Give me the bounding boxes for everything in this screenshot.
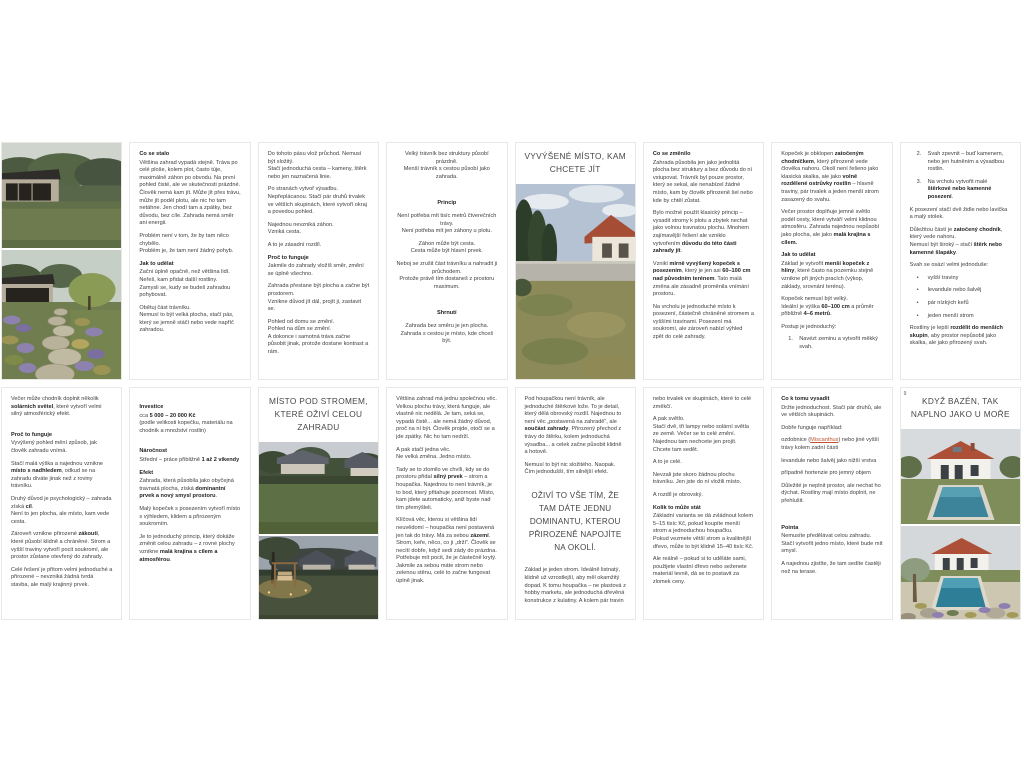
text-run: Najednou nevzniká záhon.: [267, 221, 334, 228]
bold-text: zákoutí: [78, 531, 98, 538]
paragraph: [653, 210, 754, 256]
bold-text: volně rozdělené ostrůvky rostlin: [781, 173, 858, 188]
paragraph: [781, 324, 882, 332]
text-run: Pohled od domu se změní.: [267, 318, 335, 325]
paragraph: [781, 533, 882, 556]
text-run: Malý kopeček s posezením vytvoří místo s výhledem, klidem a přirozeným soukromím.: [139, 505, 241, 528]
paragraph: [653, 472, 754, 487]
text-run: (podle velikosti kopečku, materiálu na chodník a množství rostlin): [139, 420, 233, 434]
list-item: [910, 300, 1011, 308]
section-heading: [396, 310, 497, 318]
text-run: Stačí vytvořit jedno místo, které bude mít smysl.: [781, 540, 883, 555]
paragraph: [653, 160, 754, 206]
paragraph: [139, 160, 240, 228]
text-run: Důležitou částí je: [909, 226, 954, 233]
text-run: . Tato malá změna ale zásadně proměnila vnímání prostoru.: [652, 275, 749, 298]
paragraph: [268, 263, 369, 278]
bold-text: menší kopeček z hlíny: [781, 260, 870, 275]
text-run: OŽIVÍ TO VŠE TÍM, ŽE TAM DÁTE JEDNU DOMINANTU, KTEROU PŘIROZENĚ NAPOJÍTE NA OKOLÍ.: [528, 490, 622, 553]
text-run: Ale reálně – pokud si to uděláte sami, použijete vlastní dřevo nebo seženete materiál levně, dá se to postavit za zlomek ceny.: [652, 556, 747, 585]
text-run: .: [215, 493, 218, 500]
paragraph: [139, 233, 240, 256]
section-heading: [396, 200, 497, 208]
text-run: Co se stalo: [139, 151, 170, 157]
bold-text: solárních světel: [11, 403, 54, 410]
text-run: Nemusí to být nic složitého. Naopak.: [524, 461, 616, 468]
text-run: Kolik to může stát: [652, 504, 701, 511]
text-run: ) nebo jiné vyšší trávy kolem zadní části: [781, 437, 879, 451]
bold-text: 60–100 cm: [821, 303, 850, 310]
text-run: Základ je jeden strom. Ideálně listnatý, klidně už vzrostlejší, aby měl okamžitý dopad. K tomu houpačka – ne plastová z hobby marketu, ale jednoduchá dřevěná konstrukce z kulatiny. A kolem pár travin: [524, 567, 626, 604]
card-title: [259, 388, 378, 440]
text-run: A pak stačí jedna věc.: [396, 446, 451, 453]
text-run: , který přirozeně vede člověka nahoru. Okolí není řešeno jako klasická skalka, ale jako: [781, 158, 879, 180]
text-run: K posezení stačí dvě židle nebo lavička a malý stolek.: [909, 206, 1008, 221]
text-run: Svah se osází velmi jednoduše:: [909, 262, 989, 269]
text-run: Jakmile do zahrady vložíš směr, změní se úplně všechno.: [267, 263, 364, 277]
document-grid: [1, 142, 1021, 620]
list-number: 3.: [916, 178, 922, 185]
list-item: [910, 179, 1011, 202]
bullet-icon: •: [916, 299, 919, 306]
text-run: ozdobnice (: [781, 437, 811, 444]
paragraph: [525, 567, 626, 605]
text-run: Záhon může být cesta.: [418, 240, 476, 247]
paragraph: [653, 513, 754, 551]
paragraph: [139, 534, 240, 564]
text-run: Vznikl: [652, 260, 670, 267]
paragraph: [11, 396, 112, 419]
text-run: A to je zásadní rozdíl.: [267, 241, 322, 248]
paragraph: [781, 437, 882, 452]
spacer: [11, 424, 112, 432]
bold-text: zázemí: [470, 532, 489, 539]
bold-text: mírně vyvýšený kopeček s posezením: [652, 260, 740, 275]
bold-text: zatočený chodník: [953, 226, 1001, 233]
card-kdyz-bazen: [900, 387, 1021, 620]
text-run: A dokonce i samotná tráva začne působit jinak, protože dostane kontrast a rám.: [267, 333, 369, 356]
text-run: Zamysli se, kudy se budeš zahradou pohybovat.: [139, 284, 231, 299]
paragraph: [653, 556, 754, 586]
text-run: Menší trávník s cestou působí jako zahrada.: [403, 166, 490, 180]
card-kolik-to-stoji: [643, 387, 764, 620]
bullet-icon: •: [916, 312, 919, 319]
section-heading: [781, 525, 882, 533]
text-run: Důležité je neplnit prostor, ale nechat ho dýchat. Rostliny mají místo doplnit, ne přehlušit.: [781, 482, 881, 504]
paragraph: [268, 186, 369, 216]
text-run: Většina zahrad vypadá stejně. Tráva po celé ploše, kolem plot, často túje, maximálně záhon po obvodu. Na první pohled čisté, ale ve skutečnosti prázdné. Člověk nemá kam jít. Může jít přes trávu, může jít podél plotu, ale nic ho tam netáhne. Jen chodí tam a zpátky, bez důvodu, bez cíle. Zahrada nemá směr ani energii.: [139, 159, 241, 227]
paragraph: [268, 319, 369, 357]
card-title: [516, 143, 635, 182]
paragraph: [910, 325, 1011, 348]
text-run: Do tohoto pásu vlož průchod. Nemusí být složitý.: [267, 151, 362, 165]
text-run: , které často na pozemku stejně vznikne při jiných pracích (výkop, základy, srovnání terénu).: [781, 268, 874, 290]
spacer: [396, 186, 497, 200]
text-run: Nemusí to být velká plocha, stačí pás, který se jemně stáčí nebo vede napříč zahradou.: [139, 312, 234, 334]
text-run: Nemusí být široký – stačí: [909, 241, 974, 248]
paragraph: [781, 483, 882, 506]
paragraph: [268, 283, 369, 313]
paragraph: [910, 262, 1011, 270]
paragraph: [525, 462, 626, 477]
paragraph: [781, 561, 882, 576]
text-run: Zahrada, která působila jako obyčejná travnatá plocha, získá: [139, 478, 234, 492]
text-run: Cesta může být hlavní prvek.: [410, 248, 483, 255]
text-run: Kopeček je obklopen: [781, 151, 835, 157]
paragraph: [781, 470, 882, 478]
text-run: Základ je vytvořit: [781, 260, 825, 267]
spacer: [396, 296, 497, 310]
text-run: Druhý důvod je psychologický – zahrada získá: [11, 495, 112, 510]
card-kopecek: [771, 142, 892, 380]
text-run: Pod houpačkou není trávník, ale jednoduché štěrkové lože. To je detail, který dělá obrovský rozdíl. Najednou to není věc „postavená na zahradě“, ale: [524, 396, 622, 425]
card-co-se-stalo: [129, 142, 250, 380]
card-jedno-misto: [386, 387, 507, 620]
text-run: Čím jednodušší, tím silnější efekt.: [524, 469, 609, 476]
paragraph: [781, 296, 882, 319]
text-run: , které vytvoří velmi silný atmosférický efekt.: [11, 403, 102, 418]
text-run: Nepřeplácanou. Stačí pár druhů trvalek ve větších skupinách, které vytvoří okraj a povedou pohled.: [267, 193, 367, 216]
text-run: A najednou zjistíte, že tam sedíte častěji než na terase.: [781, 560, 881, 575]
card-dominanta: [515, 387, 636, 620]
list-item-text: [928, 179, 1011, 202]
text-run: .: [169, 556, 172, 563]
bullet-icon: •: [916, 274, 919, 281]
text-run: Princip: [437, 200, 457, 207]
text-run: Klíčová věc, kterou si většina lidí neuvědomí – houpačka není postavená jen tak do trávy. Má za sebou: [396, 517, 495, 539]
text-run: – hlavně traviny, pár trvalek a jeden menší strom zasazený do svahu.: [781, 181, 879, 203]
bold-text: 4–6 metrů: [803, 311, 831, 318]
paragraph: [781, 261, 882, 291]
paragraph: [396, 261, 497, 291]
text-run: KDYŽ BAZÉN, TAK NAPLNO JAKO U MOŘE: [910, 396, 1010, 419]
text-run: , které působí klidně a chráněné. Strom a vyšší traviny vytvoří pocit soukromí, ale prostor zůstane otevřený do zahrady.: [11, 531, 111, 561]
text-run: Efekt: [139, 469, 154, 476]
text-run: Nevzali jste skoro žádnou plochu trávníku. Jen jste do ní vložili místo.: [652, 471, 742, 486]
text-run: cca: [139, 412, 150, 419]
text-run: Po stranách vytvoř výsadbu.: [267, 186, 339, 193]
text-run: Rostliny je lepší: [909, 325, 951, 332]
text-run: Na vrcholu je jednoduché místo k posezení, částečně chráněné stromem a vyššími travinami. Posezení má soukromí, ale zároveň nabízí výhled zpět do celé zahrady.: [652, 303, 754, 341]
paragraph: [910, 227, 1011, 257]
paragraph: [139, 305, 240, 335]
card-misto-pod-stromem: [258, 387, 379, 620]
text-run: – strom a houpačka. Najednou to není trávník, je to bod, který přitahuje pozornost. Místo, kam jdete automaticky, aniž byste nad tím přemýšleli.: [396, 474, 495, 511]
section-heading: [653, 505, 754, 513]
text-run: Problém je, že tam není žádný pohyb.: [139, 248, 234, 255]
text-run: Bylo možné použít klasický princip – vysadit stromy k plotu a zbytek nechat jako volnou travnatou plochu. Mnohem zajímavější řešení ale vzniklo vytvořením: [652, 210, 749, 247]
text-run: Pohled na dům se změní.: [267, 326, 332, 333]
paragraph: [653, 492, 754, 500]
text-run: Tady se to zlomilo ve chvíli, kdy se do prostoru přidal: [396, 466, 490, 481]
section-heading: [139, 448, 240, 456]
text-run: MÍSTO POD STROMEM, KTERÉ OŽIVÍ CELOU ZAHRADU: [269, 396, 368, 432]
text-run: Svah zpevnit – buď kamenem, nebo jen hutněním a výsadbou rostlin.: [927, 151, 1005, 173]
text-run: Na vrcholu vytvořit malé: [927, 178, 988, 185]
spacer: [139, 440, 240, 448]
section-heading: [781, 252, 882, 260]
text-run: Držte jednoduchost. Stačí pár druhů, ale ve větších skupinách.: [781, 404, 882, 419]
paragraph: [525, 396, 626, 457]
text-run: A rozdíl je obrovský.: [652, 491, 703, 498]
page-number: 9: [903, 391, 907, 397]
text-run: Proč to funguje: [267, 254, 309, 261]
photo-walled-garden-before: [516, 184, 635, 380]
paragraph: [910, 207, 1011, 222]
list-item: [910, 313, 1011, 321]
paragraph: [396, 323, 497, 346]
text-run: , který vede nahoru.: [909, 226, 1003, 241]
paragraph: [11, 531, 112, 561]
text-run: Shrnutí: [437, 310, 457, 317]
text-run: Vzniká cesta.: [267, 229, 302, 236]
text-run: , odkud se na zahradu díváte jinak než z roviny trávníku.: [11, 468, 96, 490]
text-run: Většina zahrad má jednu společnou věc. Velkou plochu trávy, která funguje, ale vlastně nic nedělá. Je tam, seká se, vypadá čistě... ale nemá žádný důvod, proč na ní být. Člověk projde, otočí se a jde zpátky. Nic ho tam nedrží.: [396, 396, 497, 440]
bold-text: místo s nadhledem: [11, 468, 62, 475]
text-run: levandule nebo šalvěj jako nižší vrstva: [781, 457, 877, 464]
text-run: Pokud vezmete větší strom a kvalitnější dřevo, může to být klidně 15–40 tisíc Kč.: [652, 535, 754, 550]
text-run: Dobře funguje například:: [781, 424, 843, 431]
text-run: , aby prostor nepůsobil jako skalka, ale jako přirozený svah.: [909, 332, 997, 347]
text-run: .: [830, 311, 832, 318]
paragraph: [139, 269, 240, 299]
text-run: . Strom, keře, něco, co ji „drží“. Člověk se necítí dobře, když sedí zády do prázdna. Potřebuje mít pocit, že je částečně krytý. Jakmile za sebou máte strom nebo zelenou stěnu, celé to začne fungovat úplně jinak.: [396, 532, 497, 585]
text-run: . Přirozený přechod z trávy do štěrku, kolem jednoduchá výsadba... a celek začne působit klidně a hotově.: [524, 426, 622, 456]
text-run: Zahrada přestane být plocha a začne být prostorem.: [267, 283, 370, 297]
text-run: Proč to funguje: [11, 431, 53, 438]
spacer: [139, 396, 240, 404]
text-run: Začni úplně opačně, než většina lidí. Neřeš, kam přidat další rostliny.: [139, 269, 230, 283]
bold-text: malá krajina s cílem.: [781, 231, 871, 246]
card-vyvysene-misto: [515, 142, 636, 380]
text-run: Večer prostor doplňuje jemné světlo podél cesty, které vytváří velmi klidnou atmosféru. Zahrada najednou nepůsobí jako plocha, ale jako: [781, 209, 880, 238]
photo-house-stone-path-after: [2, 250, 121, 380]
bold-text: součást zahrady: [524, 426, 569, 433]
paragraph: [268, 242, 369, 250]
text-run: Obětuj část trávníku.: [139, 304, 191, 311]
card-svah-osazeni: [900, 142, 1021, 380]
text-run: Jak to udělat: [139, 260, 174, 267]
text-run: Není potřeba mít tisíc metrů čtverečních trávy.: [397, 212, 497, 227]
section-heading: [139, 151, 240, 159]
photo-pool-plain: [901, 429, 1020, 524]
paragraph: [396, 151, 497, 181]
bold-text: silný prvek: [433, 474, 463, 481]
paragraph: [653, 416, 754, 454]
paragraph: [11, 567, 112, 590]
text-run: .: [31, 503, 34, 510]
paragraph: [396, 213, 497, 236]
section-heading: [139, 261, 240, 269]
text-run: Večer může chodník doplnit několik: [11, 396, 99, 402]
card-co-se-zmenilo: [643, 142, 764, 380]
paragraph: [653, 459, 754, 467]
text-run: Vyvýšený pohled mění způsob, jak člověk zahradu vnímá.: [11, 440, 97, 454]
bullet-icon: •: [916, 287, 919, 294]
text-run: Zároveň vznikne přirozené: [11, 531, 79, 538]
list-item-text: [928, 275, 959, 283]
list-item-text: [928, 287, 982, 295]
paragraph: [396, 241, 497, 256]
bold-text: malá krajina s cílem a atmosférou: [139, 548, 218, 563]
text-run: Protože právě tím dostaneš z prostoru maximum.: [399, 276, 495, 290]
section-heading: [268, 255, 369, 263]
paragraph: [653, 304, 754, 342]
paragraph: [396, 467, 497, 513]
paragraph: [11, 461, 112, 491]
text-run: Postup je jednoduchý:: [781, 323, 837, 330]
bold-text: cíl: [25, 503, 32, 510]
paragraph: [139, 457, 240, 465]
text-run: VYVÝŠENÉ MÍSTO, KAM CHCETE JÍT: [524, 151, 626, 174]
paragraph: [11, 496, 112, 526]
text-run: A to je celé.: [652, 459, 682, 466]
paragraph: [139, 506, 240, 529]
paragraph: [781, 405, 882, 420]
text-run: Je to jednoduchý princip, který dokáže změnit celou zahradu – z rovné plochy vznikne: [139, 533, 235, 555]
text-run: Co k tomu vysadit: [781, 396, 830, 402]
bold-text: 60–100 cm nad původním terénem: [652, 268, 751, 282]
text-run: .: [680, 248, 683, 255]
text-run: Nemusíte předělávat celou zahradu.: [781, 533, 872, 540]
paragraph: [653, 261, 754, 299]
paragraph: [268, 222, 369, 237]
text-run: Není potřeba mít jen záhony u plotu.: [401, 228, 492, 235]
card-investice: [129, 387, 250, 620]
text-run: .: [955, 249, 958, 256]
bold-text: důvodu do této části zahrady jít: [652, 240, 737, 255]
paragraph: [781, 458, 882, 466]
section-heading: [781, 396, 882, 404]
text-run: .: [951, 193, 954, 200]
text-run: Velký trávník bez struktury působí prázdně.: [404, 151, 489, 165]
text-run: Stačí jednoduchá cesta – kameny, štěrk nebo jen naznačená linie.: [267, 166, 367, 180]
paragraph: [268, 151, 369, 181]
paragraph: [781, 151, 882, 204]
list-item-text: [928, 151, 1011, 174]
text-run: jeden menší strom: [927, 312, 974, 319]
bold-text: štěrk nebo kamenné šlapáky: [909, 241, 1002, 256]
text-run: Zahrada bez směru je jen plocha.: [405, 322, 489, 329]
paragraph: [396, 447, 497, 462]
list-item-text: [928, 313, 974, 321]
text-run: levandule nebo šalvěj: [927, 287, 982, 294]
list-item: [781, 336, 882, 351]
text-run: Jak to udělat: [781, 252, 816, 259]
list-item: [910, 275, 1011, 283]
text-run: vyšší traviny: [927, 274, 959, 281]
list-item: [910, 287, 1011, 295]
text-run: Co se změnilo: [652, 151, 691, 157]
section-heading: [139, 404, 240, 412]
section-heading: [139, 470, 240, 478]
text-run: , který je jen asi: [681, 268, 723, 275]
paragraph: [11, 440, 112, 455]
card-title: [901, 388, 1020, 427]
bold-text: rozdělit do menších skupin: [909, 325, 1003, 339]
text-run: a průměr přibližně: [781, 303, 874, 318]
paragraph: [139, 413, 240, 436]
text-run: Zahrada působila jen jako jednolitá plocha bez struktury a bez důvodu do ní vstupovat. Trávník byl pouze prostor, který se sekal, ale nenabízel žádné místo, kam by člověk přirozeně šel nebo kde by chtěl zůstat.: [652, 159, 753, 204]
spacer: [781, 511, 882, 525]
paragraph: [396, 396, 497, 442]
bold-text: dominantní prvek a nový smysl prostoru: [139, 485, 226, 500]
text-run: Zahrada s cestou je místo, kde chceš být.: [400, 330, 494, 345]
text-run: A pak světlo.: [652, 416, 685, 423]
text-run: Stačí dvě, tři lampy nebo solární světla ze země. Večer se to celé změní. Najednou tam nechcete jen projít. Chcete tam sedět.: [652, 423, 749, 453]
card-co-vysadit: [771, 387, 892, 620]
text-run: případně hortenzie pro jemný objem: [781, 470, 871, 477]
bold-text: štěrkové nebo kamenné posezení: [927, 186, 992, 200]
list-number: 1.: [788, 336, 793, 343]
photo-evening-swing: [259, 536, 378, 620]
paragraph: [781, 209, 882, 247]
text-run: Navézt zeminu a vytvořit měkký svah.: [799, 336, 878, 351]
text-run: Střední – práce přibližně: [139, 456, 202, 463]
photo-house-lawn-before: [2, 143, 121, 248]
text-run: pár nízkých keřů: [927, 299, 969, 306]
text-run: Ideální je výška: [781, 303, 822, 310]
text-run: Stačí malá výška a najednou vznikne: [11, 460, 104, 467]
paragraph: [396, 517, 497, 585]
pull-quote: [526, 489, 625, 555]
card-pruchod-cesta: [258, 142, 379, 380]
paragraph: [781, 425, 882, 433]
list-item-text: [799, 336, 882, 351]
text-run: Investice: [139, 404, 164, 410]
list-number: 2.: [916, 151, 922, 157]
card-princip-shrnuti: [386, 142, 507, 380]
text-run: Celé řešení je přitom velmi jednoduché a přirozené – nevzniká žádná tvrdá stavba, ale malý krajinný prvek.: [11, 566, 113, 588]
card-before-after-photos: [1, 142, 122, 380]
text-run: Není to jen plocha, ale místo, kam vede cesta.: [11, 511, 110, 525]
bold-text: 5 000 – 20 000 Kč: [149, 412, 196, 419]
text-run: Neboj se zrušit část trávníku a nahradit ji průchodem.: [396, 260, 498, 275]
text-run: Kopeček nemusí být velký.: [781, 296, 848, 303]
miscanthus-link[interactable]: Miscanthus: [810, 437, 839, 444]
bold-text: 1 až 2 víkendy: [201, 456, 240, 463]
section-heading: [11, 432, 112, 440]
photo-pool-mediterranean: [901, 526, 1020, 620]
paragraph: [139, 478, 240, 501]
card-proc-to-funguje: [1, 387, 122, 620]
paragraph: [653, 396, 754, 411]
text-run: Ne velká změna. Jedno místo.: [396, 454, 472, 461]
text-run: Základní varianta se dá zvládnout kolem 5–15 tisíc Kč, pokud koupíte menší strom a jednoduchou houpačku.: [652, 513, 753, 535]
text-run: Náročnost: [139, 448, 168, 455]
text-run: nebo trvalek ve skupinách, které to celé změkčí.: [652, 396, 752, 410]
bold-text: zatočeným chodníčkem: [781, 151, 864, 165]
text-run: Vznikne důvod jít dál, projít ji, zastavit se.: [267, 298, 362, 313]
section-heading: [653, 151, 754, 159]
list-item: [910, 151, 1011, 174]
list-item-text: [928, 300, 969, 308]
text-run: Pointa: [781, 524, 799, 531]
text-run: Problém není v tom, že by tam něco chybělo.: [139, 232, 229, 247]
photo-lawn-trees-houses: [259, 442, 378, 534]
